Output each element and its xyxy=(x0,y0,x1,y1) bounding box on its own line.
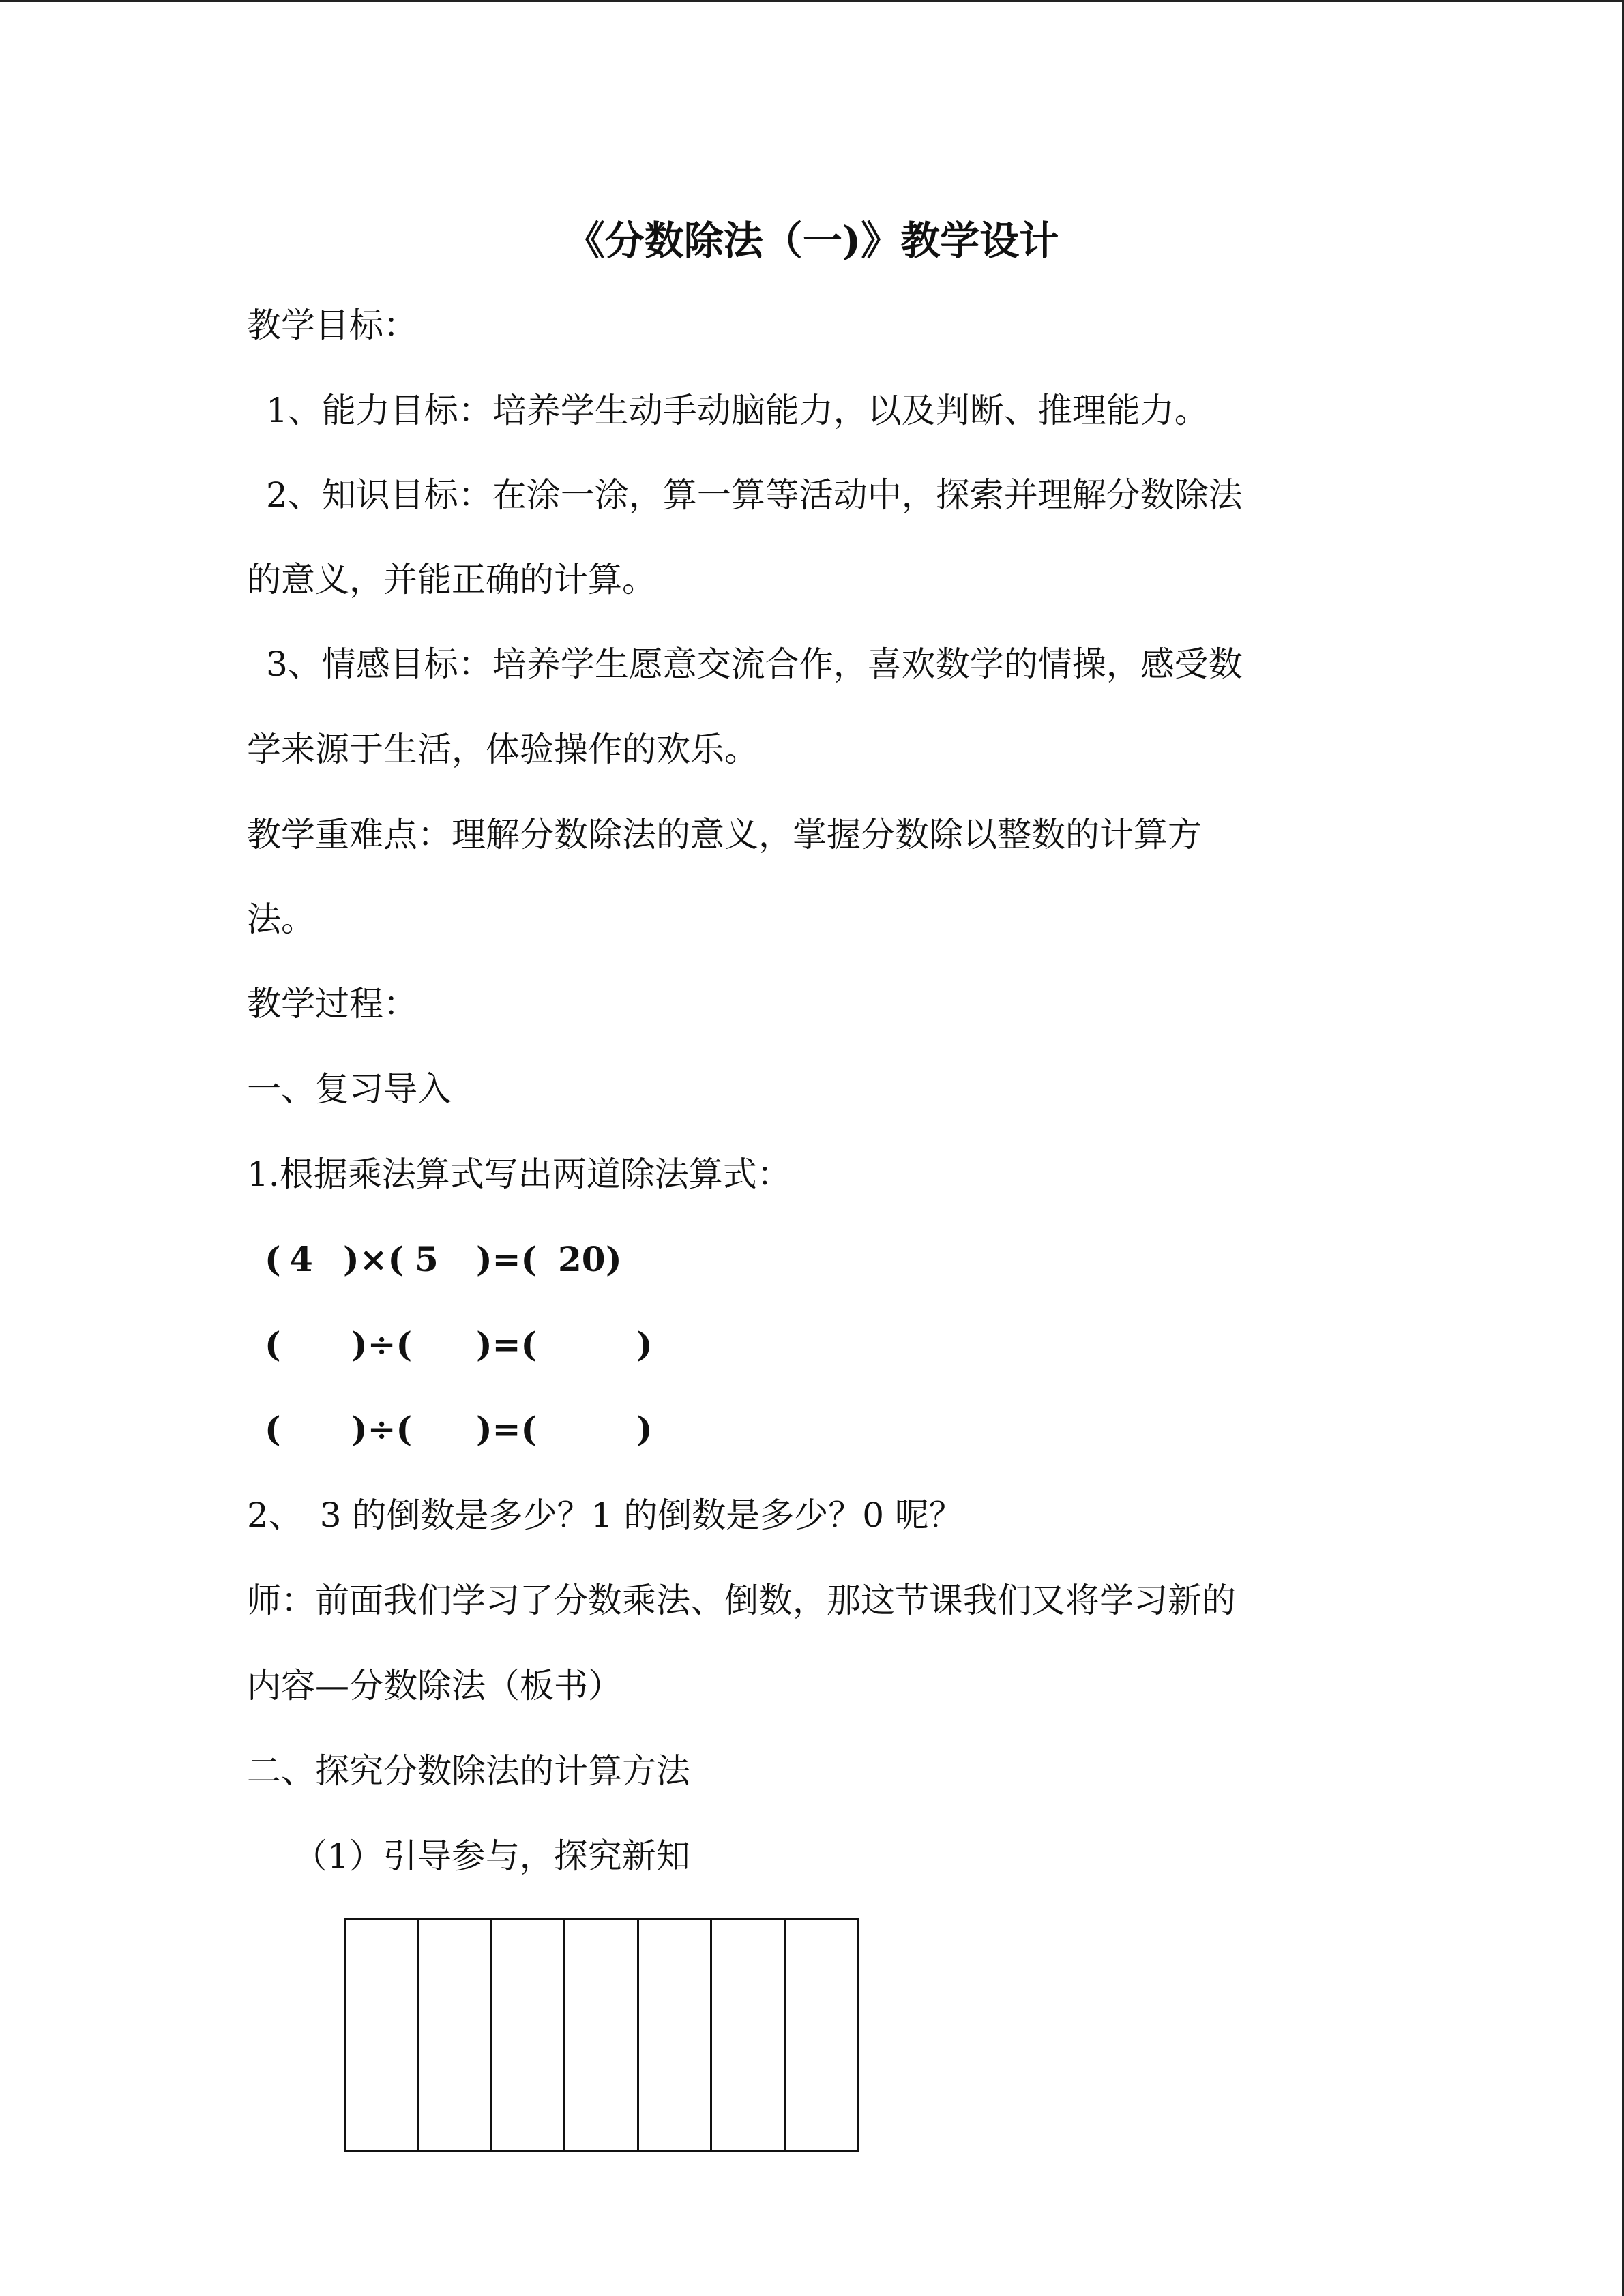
strip-cell xyxy=(565,1920,638,2150)
paren-close: ) xyxy=(636,1409,653,1449)
key-points: 教学重难点：理解分数除法的意义，掌握分数除以整数的计算方 xyxy=(247,815,1202,854)
goal-knowledge-cont: 的意义，并能正确的计算。 xyxy=(247,560,656,599)
heading-explore: 二、探究分数除法的计算方法 xyxy=(247,1751,690,1791)
paren-open: ( xyxy=(265,1239,281,1279)
paren-open: ( xyxy=(265,1324,281,1365)
question-2: 2、 3 的倒数是多少？1 的倒数是多少？0 呢？ xyxy=(247,1495,963,1535)
strip-cell xyxy=(712,1920,785,2150)
paren-close: ) xyxy=(606,1239,622,1279)
subheading-guide: （1）引导参与，探究新知 xyxy=(293,1836,690,1876)
formula-value: 5 xyxy=(415,1239,439,1279)
operator: )×( xyxy=(343,1239,404,1279)
goal-ability: 1、能力目标：培养学生动手动脑能力，以及判断、推理能力。 xyxy=(266,391,1209,430)
paren-open: ( xyxy=(265,1409,281,1449)
section-teaching-goals: 教学目标： xyxy=(247,305,417,345)
operator: )=( xyxy=(476,1324,537,1365)
formula-value: 20 xyxy=(558,1239,606,1279)
question-1: 1.根据乘法算式写出两道除法算式： xyxy=(247,1154,791,1194)
page-top-edge xyxy=(0,0,1624,2)
operator: )÷( xyxy=(351,1324,413,1365)
teacher-remark: 师：前面我们学习了分数乘法、倒数，那这节课我们又将学习新的 xyxy=(247,1581,1236,1620)
strip-cell xyxy=(786,1920,857,2150)
key-points-cont: 法。 xyxy=(247,899,315,939)
document-title: 《分数除法（一)》教学设计 xyxy=(565,218,1059,264)
heading-review: 一、复习导入 xyxy=(247,1069,452,1109)
operator: )÷( xyxy=(351,1409,413,1449)
paren-close: ) xyxy=(636,1324,653,1365)
teacher-remark-cont: 内容—分数除法（板书） xyxy=(247,1666,622,1705)
strip-cell xyxy=(419,1920,492,2150)
strip-cell xyxy=(346,1920,419,2150)
strip-cell xyxy=(492,1920,565,2150)
operator: )=( xyxy=(476,1239,537,1279)
operator: )=( xyxy=(476,1409,537,1449)
goal-knowledge: 2、知识目标：在涂一涂，算一算等活动中，探索并理解分数除法 xyxy=(266,475,1243,515)
strip-cell xyxy=(639,1920,712,2150)
section-teaching-process: 教学过程： xyxy=(247,984,417,1024)
goal-emotion-cont: 学来源于生活，体验操作的欢乐。 xyxy=(247,730,758,769)
goal-emotion: 3、情感目标：培养学生愿意交流合作，喜欢数学的情操，感受数 xyxy=(266,644,1243,684)
fraction-strip-diagram xyxy=(344,1918,859,2152)
formula-value: 4 xyxy=(289,1239,313,1279)
